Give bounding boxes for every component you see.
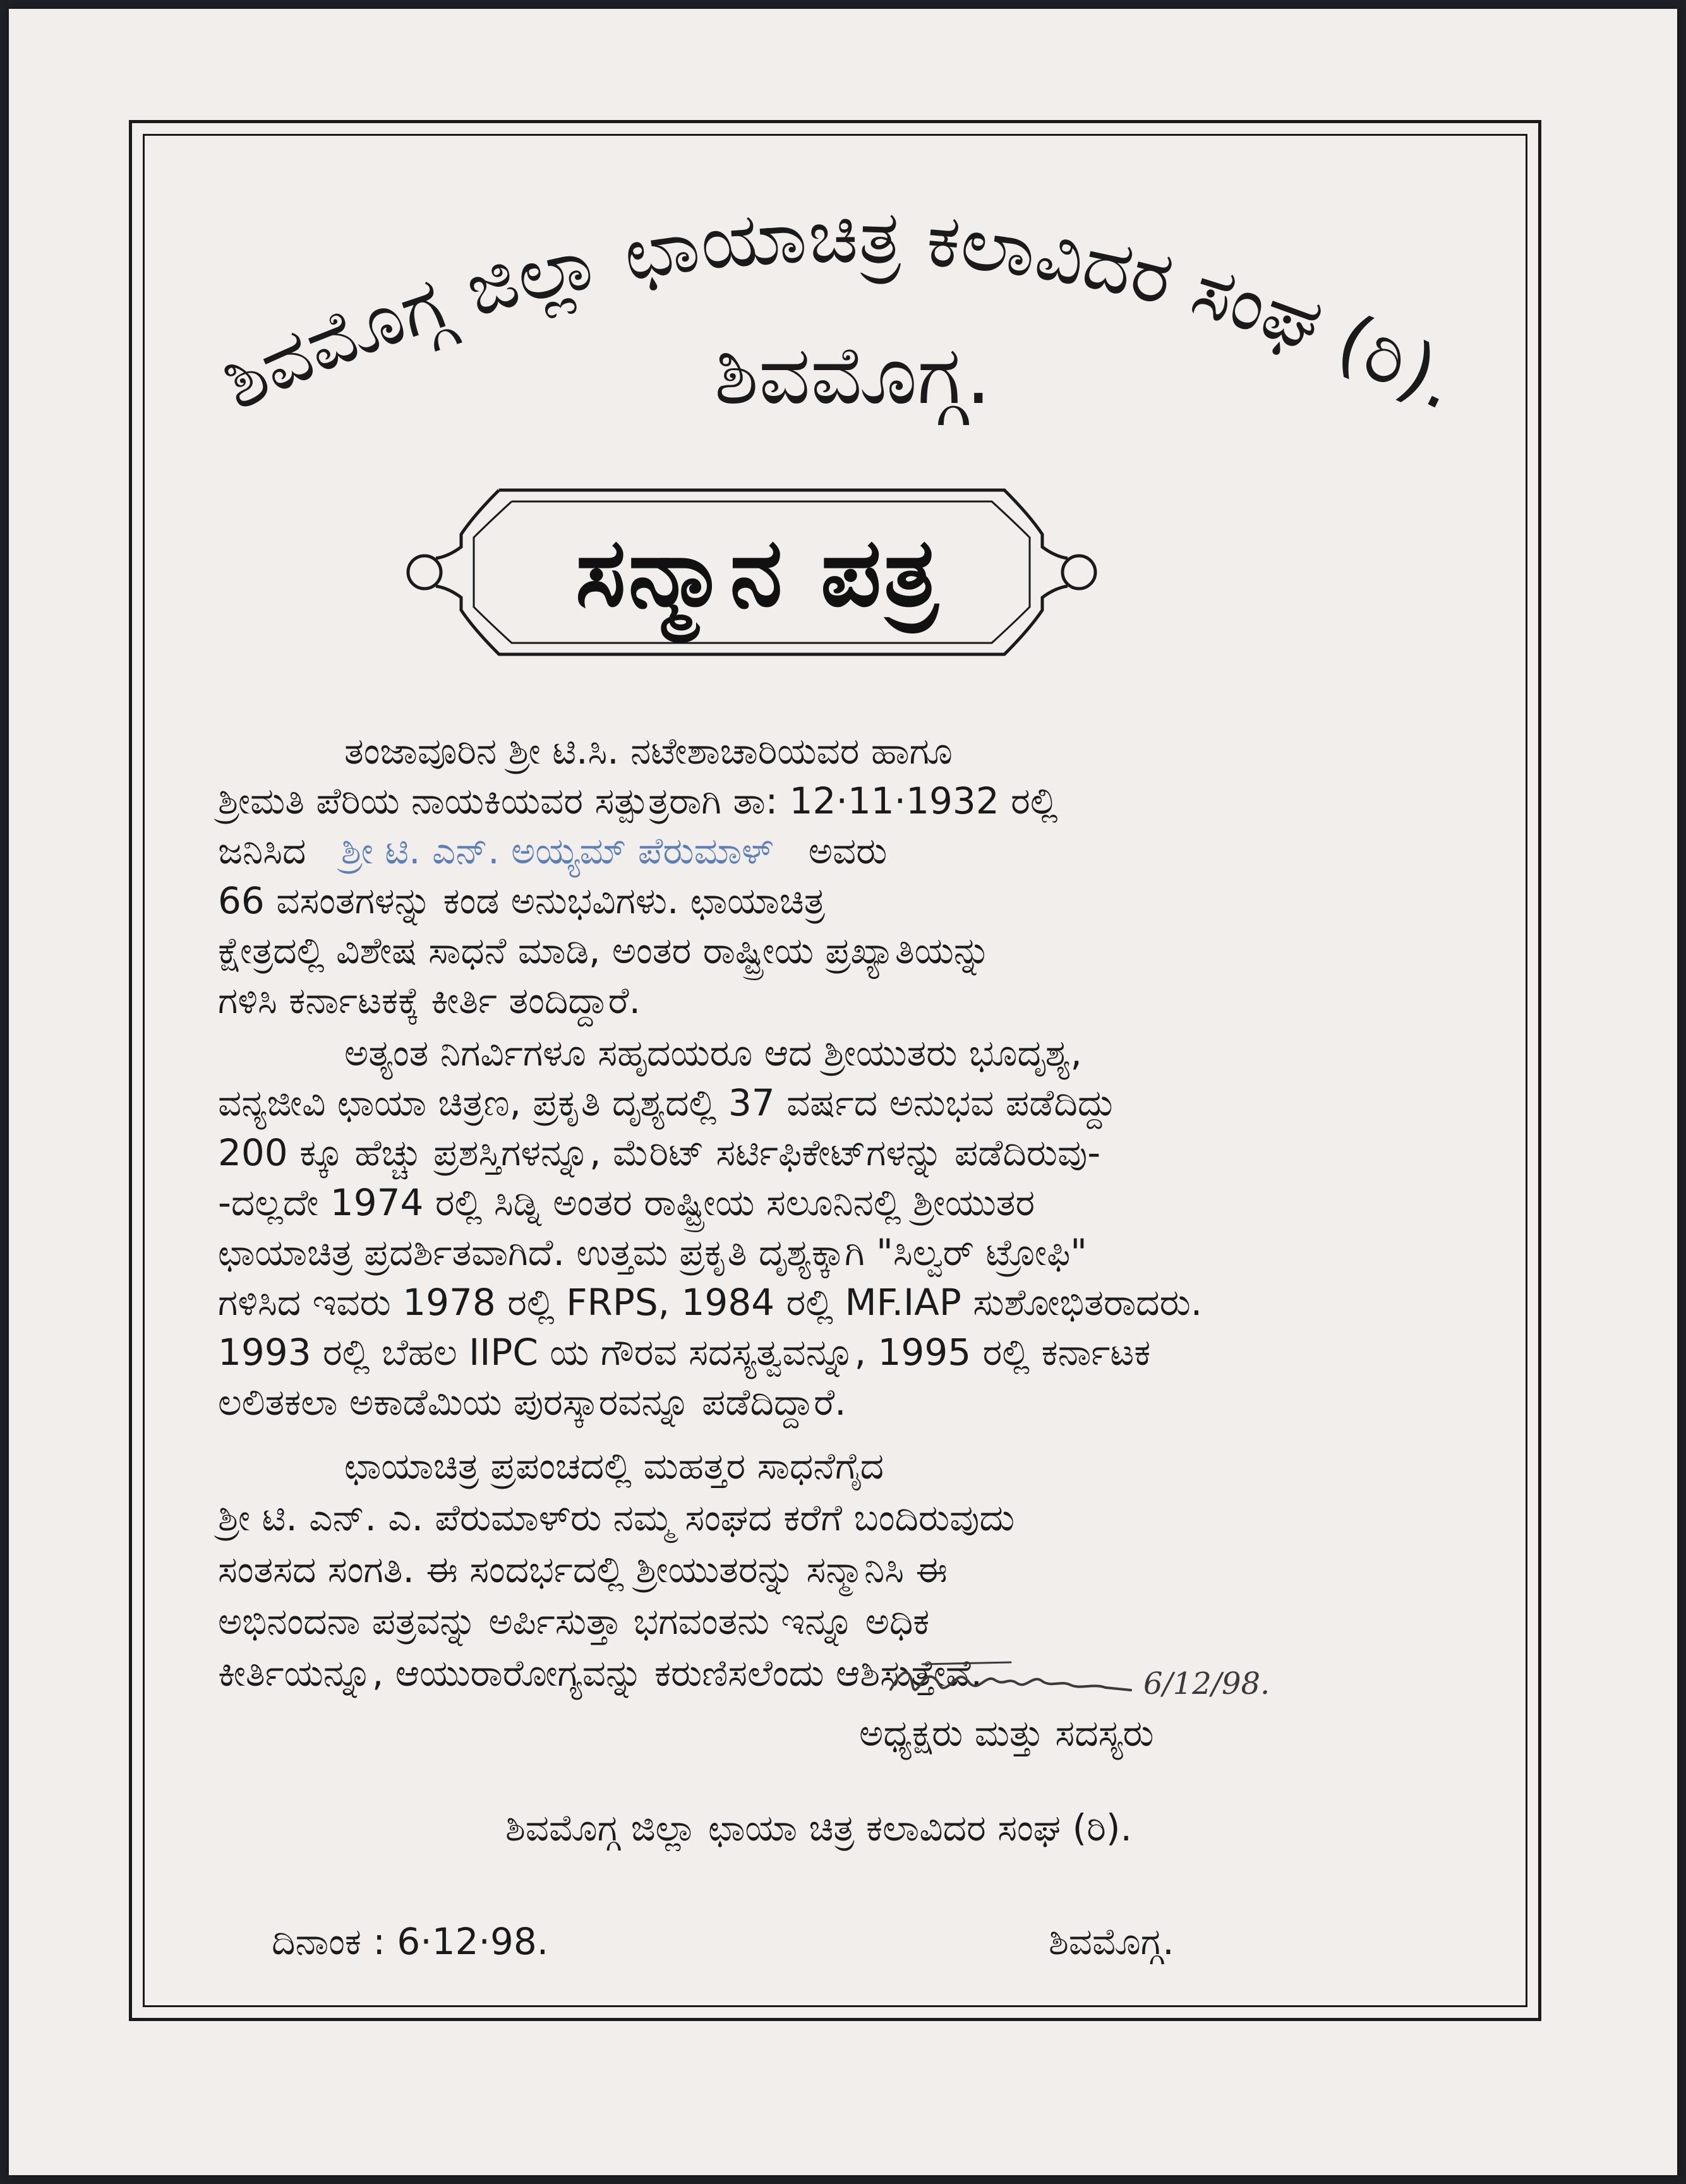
p3-line: ಅಭಿನಂದನಾ ಪತ್ರವನ್ನು ಅರ್ಪಿಸುತ್ತಾ ಭಗವಂತನು ಇನ್ನೂ ಅಧಿಕ [218,1600,930,1643]
organization-city: ಶಿವಮೊಗ್ಗ. [714,328,992,423]
p2-line: ಲಲಿತಕಲಾ ಅಕಾಡೆಮಿಯ ಪುರಸ್ಕಾರವನ್ನೂ ಪಡೆದಿದ್ದಾರೆ. [218,1381,846,1424]
p2-line: 200 ಕ್ಕೂ ಹೆಚ್ಚು ಪ್ರಶಸ್ತಿಗಳನ್ನೂ, ಮೆರಿಟ್ ಸರ್ಟಿಫಿಕೇಟ್‌ಗಳನ್ನು ಪಡೆದಿರುವು- [218,1131,1101,1174]
p1-line-with-name [218,826,1418,876]
p2-line: ಗಳಿಸಿದ ಇವರು 1978 ರಲ್ಲಿ FRPS, 1984 ರಲ್ಲಿ MF.IAP ಸುಶೋಭಿತರಾದರು. [218,1281,1203,1324]
paragraph-1 [218,726,1418,1026]
signatory-title: ಅಧ್ಯಕ್ಷರು ಮತ್ತು ಸದಸ್ಯರು [859,1712,1154,1755]
p1-line: ಕ್ಷೇತ್ರದಲ್ಲಿ ವಿಶೇಷ ಸಾಧನೆ ಮಾಡಿ, ಅಂತರ ರಾಷ್ಟ್ರೀಯ ಪ್ರಖ್ಯಾತಿಯನ್ನು [218,929,991,972]
p1-line: ಗಳಿಸಿ ಕರ್ನಾಟಕಕ್ಕೆ ಕೀರ್ತಿ ತಂದಿದ್ದಾರೆ. [218,979,641,1022]
p1-line3-post: ಅವರು [808,829,888,872]
issue-place: ಶಿವಮೊಗ್ಗ. [1049,1920,1174,1963]
paragraph-3 [218,1440,1418,1699]
p2-line: -ದಲ್ಲದೇ 1974 ರಲ್ಲಿ ಸಿಡ್ನಿ ಅಂತರ ರಾಷ್ಟ್ರೀಯ ಸಲೂನಿನಲ್ಲಿ ಶ್ರೀಯುತರ [218,1181,1035,1224]
p2-line: ಅತ್ಯಂತ ನಿಗರ್ವಿಗಳೂ ಸಹೃದಯರೂ ಆದ ಶ್ರೀಯುತರು ಭೂದೃಶ್ಯ, [344,1031,1082,1074]
certificate-title: ಸನ್ಮಾನ ಪತ್ರ [575,518,941,628]
p3-line: ಸಂತಸದ ಸಂಗತಿ. ಈ ಸಂದರ್ಭದಲ್ಲಿ ಶ್ರೀಯುತರನ್ನು ಸನ್ಮಾನಿಸಿ ಈ [218,1548,948,1591]
signature-date: 6/12/98. [1143,1666,1270,1701]
p1-line: 66 ವಸಂತಗಳನ್ನು ಕಂಡ ಅನುಭವಿಗಳು. ಛಾಯಾಚಿತ್ರ [218,879,825,922]
footer-organization: ಶಿವಮೊಗ್ಗ ಜಿಲ್ಲಾ ಛಾಯಾ ಚಿತ್ರ ಕಲಾವಿದರ ಸಂಘ (ರಿ). [505,1806,1132,1849]
p2-line: ಛಾಯಾಚಿತ್ರ ಪ್ರದರ್ಶಿತವಾಗಿದೆ. ಉತ್ತಮ ಪ್ರಕೃತಿ ದೃಶ್ಯಕ್ಕಾಗಿ "ಸಿಲ್ವರ್ ಟ್ರೋಫಿ" [218,1231,1087,1274]
paragraph-2 [218,1028,1418,1427]
p2-line: 1993 ರಲ್ಲಿ ಬೆಹಲ IIPC ಯ ಗೌರವ ಸದಸ್ಯತ್ವವನ್ನೂ, 1995 ರಲ್ಲಿ ಕರ್ನಾಟಕ [218,1331,1151,1374]
p3-line: ಕೀರ್ತಿಯನ್ನೂ, ಆಯುರಾರೋಗ್ಯವನ್ನು ಕರುಣಿಸಲೆಂದು ಆಶಿಸುತ್ತೇವೆ. [218,1652,983,1695]
p3-line: ಶ್ರೀ ಟಿ. ಎನ್. ಎ. ಪೆರುಮಾಳ್‌ರು ನಮ್ಮ ಸಂಘದ ಕರೆಗೆ ಬಂದಿರುವುದು [218,1496,1015,1539]
issue-date: ದಿನಾಂಕ : 6·12·98. [272,1920,549,1963]
honoree-name: ಶ್ರೀ ಟಿ. ಎನ್. ಅಯ್ಯಮ್ ಪೆರುಮಾಳ್ [340,829,774,872]
p1-line: ಶ್ರೀಮತಿ ಪೆರಿಯ ನಾಯಕಿಯವರ ಸತ್ಪುತ್ರರಾಗಿ ತಾ: 12·11·1932 ರಲ್ಲಿ [218,779,1058,822]
p1-line3-pre: ಜನಿಸಿದ [218,829,306,872]
p1-line: ತಂಜಾವೂರಿನ ಶ್ರೀ ಟಿ.ಸಿ. ನಟೇಶಾಚಾರಿಯವರ ಹಾಗೂ [344,729,953,772]
p3-line: ಛಾಯಾಚಿತ್ರ ಪ್ರಪಂಚದಲ್ಲಿ ಮಹತ್ತರ ಸಾಧನೆಗೈದ [344,1444,884,1487]
p2-line: ವನ್ಯಜೀವಿ ಛಾಯಾ ಚಿತ್ರಣ, ಪ್ರಕೃತಿ ದೃಶ್ಯದಲ್ಲಿ 37 ವರ್ಷದ ಅನುಭವ ಪಡೆದಿದ್ದು [218,1081,1117,1124]
organization-name: ಶಿವಮೊಗ್ಗ ಜಿಲ್ಲಾ ಛಾಯಾಚಿತ್ರ ಕಲಾವಿದರ ಸಂಘ (ರಿ). [208,192,1472,427]
handwritten-signature [884,1655,1137,1705]
